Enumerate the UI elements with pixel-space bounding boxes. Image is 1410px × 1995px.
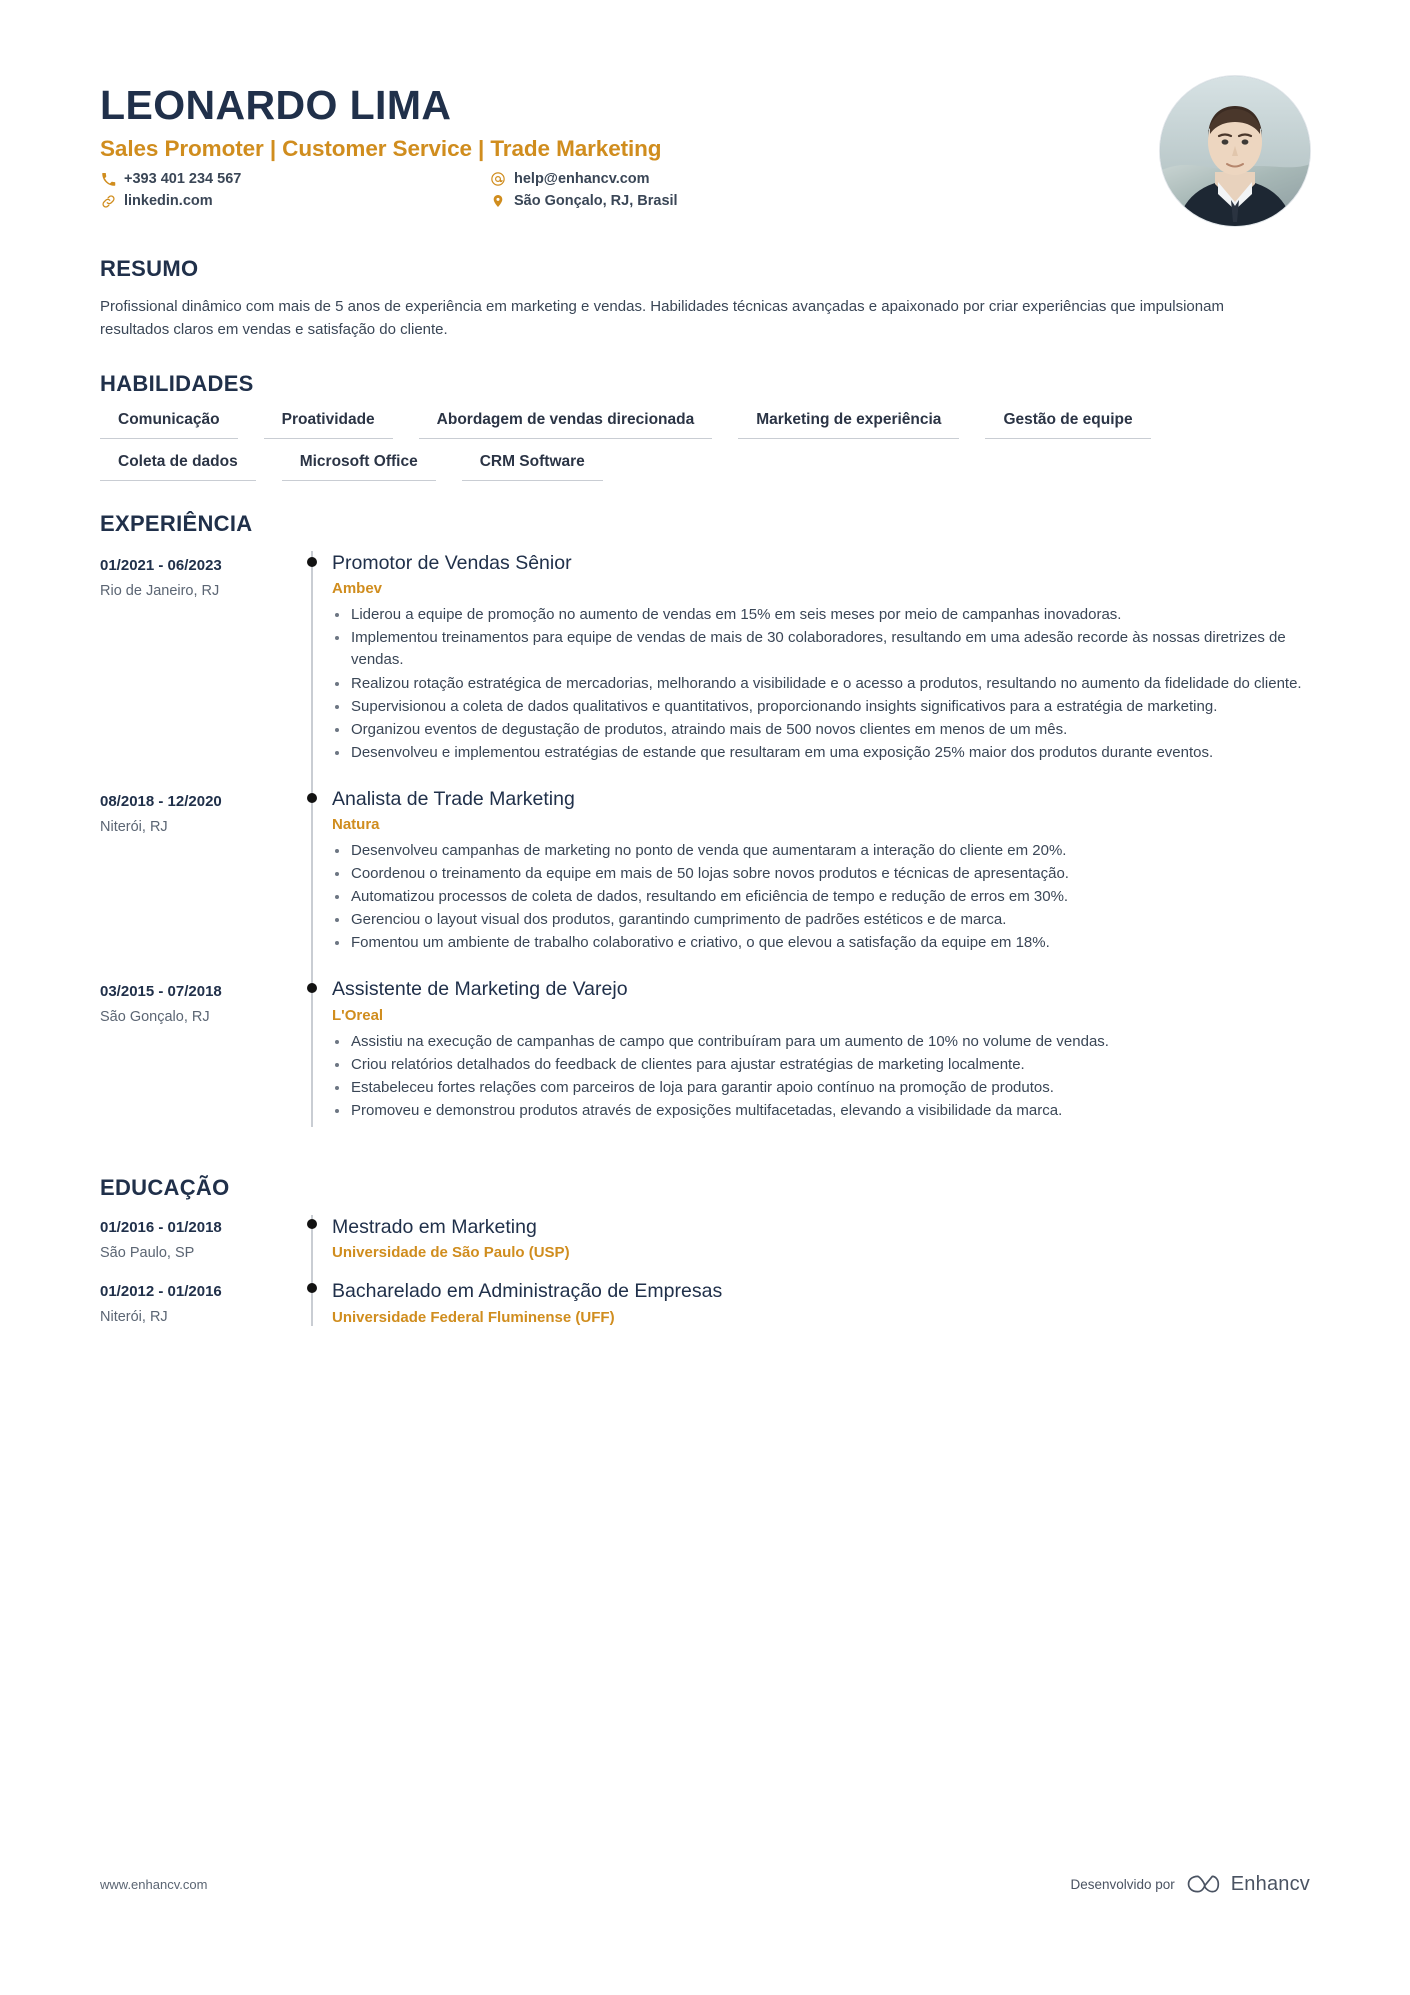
- skill-chip: Gestão de equipe: [985, 411, 1150, 439]
- footer-url[interactable]: www.enhancv.com: [100, 1876, 208, 1892]
- skill-chip: CRM Software: [462, 453, 603, 481]
- location-pin-icon: [490, 193, 506, 209]
- experience-title: EXPERIÊNCIA: [100, 511, 253, 536]
- page-footer: [100, 1872, 1310, 1896]
- job-bullet: Desenvolveu campanhas de marketing no ponto de venda que aumentaram a interação do cliente em 20%.: [332, 840, 1310, 862]
- job-bullet: Criou relatórios detalhados do feedback de clientes para ajustar estratégias de marketing localmente.: [332, 1054, 1310, 1076]
- footer-brand: [1070, 1872, 1310, 1896]
- job-bullet: Supervisionou a coleta de dados qualitativos e quantitativos, proporcionando insights significativos para a estratégia de marketing.: [332, 696, 1310, 718]
- job-bullet: Realizou rotação estratégica de mercadorias, melhorando a visibilidade e o acesso a produtos, resultando no aumento da fidelidade do cliente.: [332, 673, 1310, 695]
- header-text-block: [100, 76, 1160, 209]
- page-title: LEONARDO LIMA: [100, 82, 452, 128]
- education-body: [330, 1215, 1310, 1279]
- experience-entry: [100, 551, 1310, 787]
- job-bullet: Assistiu na execução de campanhas de campo que contribuíram para um aumento de 10% no volume de vendas.: [332, 1031, 1310, 1053]
- experience-date: 01/2021 - 06/2023: [100, 557, 222, 574]
- summary-section: [100, 256, 1310, 341]
- experience-body: [330, 787, 1310, 978]
- experience-location: Rio de Janeiro, RJ: [100, 583, 220, 599]
- job-title: Assistente de Marketing de Varejo: [332, 978, 628, 1001]
- job-bullet: Desenvolveu e implementou estratégias de estande que resultaram em uma exposição 25% maior dos produtos durante eventos.: [332, 742, 1310, 764]
- timeline-line: [311, 977, 313, 1127]
- skill-chip: Comunicação: [100, 411, 238, 439]
- education-location: Niterói, RJ: [100, 1309, 168, 1326]
- skills-section: [100, 371, 1310, 481]
- job-bullet: Liderou a equipe de promoção no aumento de vendas em 15% em seis meses por meio de campanhas inovadoras.: [332, 604, 1310, 626]
- job-bullet: Coordenou o treinamento da equipe em mais de 50 lojas sobre novos produtos e técnicas de apresentação.: [332, 863, 1310, 885]
- job-company: Ambev: [332, 580, 383, 598]
- contact-phone-value: +393 401 234 567: [124, 171, 242, 188]
- experience-meta: [100, 787, 296, 978]
- timeline-dot: [307, 793, 317, 803]
- avatar: [1160, 76, 1310, 226]
- contact-location[interactable]: [490, 193, 1160, 209]
- job-bullet: Automatizou processos de coleta de dados, resultando em eficiência de tempo e redução de erros em 30%.: [332, 886, 1310, 908]
- timeline-line: [311, 787, 313, 978]
- summary-text: Profissional dinâmico com mais de 5 anos de experiência em marketing e vendas. Habilidades técnicas avançadas e apaixonado por criar experiências que impulsionam resultados claros em vendas e satisfação do cliente.: [100, 298, 1224, 338]
- timeline-rail: [296, 787, 330, 978]
- skill-chip: Marketing de experiência: [738, 411, 959, 439]
- timeline-line: [311, 551, 313, 787]
- education-entry: [100, 1279, 1310, 1343]
- job-bullet: Implementou treinamentos para equipe de vendas de mais de 30 colaboradores, resultando em uma adesão recorde às nossas diretrizes de vendas.: [332, 627, 1310, 671]
- education-date: 01/2016 - 01/2018: [100, 1218, 222, 1236]
- phone-icon: [100, 171, 116, 187]
- experience-meta: [100, 977, 296, 1145]
- job-bullets: [332, 840, 1310, 954]
- job-bullets: [332, 604, 1310, 763]
- education-title: EDUCAÇÃO: [100, 1174, 230, 1200]
- skills-row: [100, 411, 1310, 439]
- skill-chip: Abordagem de vendas direcionada: [419, 411, 713, 439]
- job-bullets: [332, 1031, 1310, 1122]
- job-bullet: Gerenciou o layout visual dos produtos, garantindo cumprimento de padrões estéticos e de marca.: [332, 909, 1310, 931]
- experience-location: Niterói, RJ: [100, 818, 168, 835]
- summary-title: RESUMO: [100, 256, 199, 281]
- contact-location-value: São Gonçalo, RJ, Brasil: [514, 193, 678, 210]
- job-company: Natura: [332, 816, 380, 834]
- school-name: Universidade de São Paulo (USP): [332, 1244, 570, 1262]
- timeline-dot: [307, 983, 317, 993]
- timeline-rail: [296, 1215, 330, 1279]
- experience-meta: [100, 551, 296, 787]
- experience-entry: [100, 787, 1310, 978]
- job-company: L'Oreal: [332, 1006, 384, 1024]
- footer-brand-name: Enhancv: [1230, 1872, 1310, 1895]
- education-meta: [100, 1215, 296, 1279]
- contact-link[interactable]: [100, 193, 490, 209]
- school-name: Universidade Federal Fluminense (UFF): [332, 1308, 615, 1326]
- job-bullet: Fomentou um ambiente de trabalho colaborativo e criativo, o que elevou a satisfação da equipe em 18%.: [332, 932, 1310, 954]
- contact-grid: [100, 171, 1160, 209]
- education-entry: [100, 1215, 1310, 1279]
- timeline-dot: [307, 1283, 317, 1293]
- timeline-dot: [307, 1219, 317, 1229]
- skills-row: [100, 453, 1310, 481]
- contact-email-value: help@enhancv.com: [514, 171, 650, 188]
- education-body: [330, 1279, 1310, 1343]
- education-date: 01/2012 - 01/2016: [100, 1283, 222, 1301]
- job-title: Promotor de Vendas Sênior: [332, 552, 572, 574]
- timeline-dot: [307, 557, 317, 567]
- skills-title: HABILIDADES: [100, 371, 254, 396]
- contact-phone[interactable]: [100, 171, 490, 187]
- degree-title: Bacharelado em Administração de Empresas: [332, 1280, 723, 1303]
- degree-title: Mestrado em Marketing: [332, 1215, 537, 1238]
- job-bullet: Promoveu e demonstrou produtos através de exposições multifacetadas, elevando a visibilidade da marca.: [332, 1100, 1310, 1122]
- contact-email[interactable]: [490, 171, 1160, 187]
- skills-list: [100, 411, 1310, 481]
- enhancv-logo-icon: [1186, 1872, 1220, 1896]
- skill-chip: Coleta de dados: [100, 453, 256, 481]
- footer-powered-by-label: Desenvolvido por: [1070, 1876, 1175, 1892]
- professional-headline: Sales Promoter | Customer Service | Trade Marketing: [100, 136, 662, 162]
- experience-section: [100, 511, 1310, 1145]
- experience-entry: [100, 977, 1310, 1145]
- timeline-rail: [296, 551, 330, 787]
- skill-chip: Proatividade: [264, 411, 393, 439]
- experience-date: 08/2018 - 12/2020: [100, 792, 222, 810]
- timeline-rail: [296, 1279, 330, 1343]
- profile-photo: [1160, 76, 1310, 226]
- education-section: [100, 1175, 1310, 1344]
- timeline-rail: [296, 977, 330, 1145]
- education-location: São Paulo, SP: [100, 1244, 195, 1261]
- resume-header: [100, 0, 1310, 226]
- experience-body: [330, 977, 1310, 1145]
- job-bullet: Organizou eventos de degustação de produtos, atraindo mais de 500 novos clientes em menos de um mês.: [332, 719, 1310, 741]
- job-title: Analista de Trade Marketing: [332, 787, 575, 810]
- link-icon: [100, 193, 116, 209]
- education-meta: [100, 1279, 296, 1343]
- job-bullet: Estabeleceu fortes relações com parceiros de loja para garantir apoio contínuo na promoção de produtos.: [332, 1077, 1310, 1099]
- experience-location: São Gonçalo, RJ: [100, 1009, 210, 1026]
- contact-link-value: linkedin.com: [124, 193, 213, 210]
- experience-body: [330, 551, 1310, 787]
- experience-date: 03/2015 - 07/2018: [100, 983, 222, 1001]
- email-icon: [490, 171, 506, 187]
- skill-chip: Microsoft Office: [282, 453, 436, 481]
